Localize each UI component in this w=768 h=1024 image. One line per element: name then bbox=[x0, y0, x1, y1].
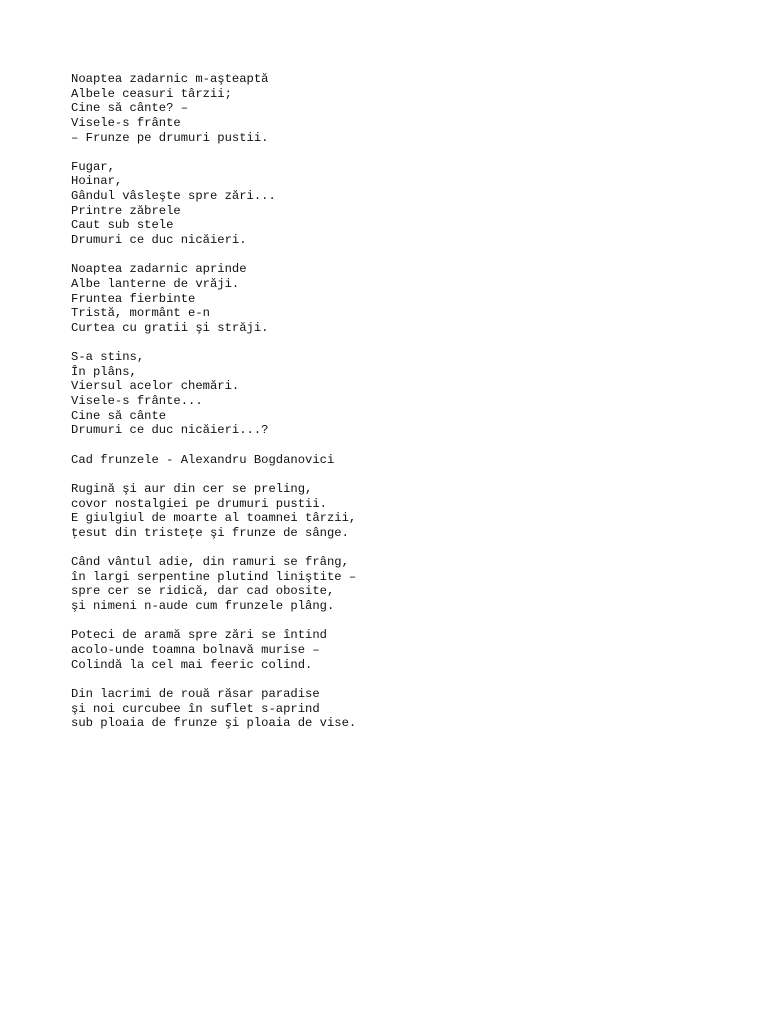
poem-line: Cine să cânte? – bbox=[71, 101, 189, 116]
poem1-stanza-1 bbox=[71, 72, 731, 145]
poem-line: Printre zăbrele bbox=[71, 203, 181, 218]
poem-line: Rugină şi aur din cer se preling, bbox=[71, 481, 313, 496]
poem-line: Hoinar, bbox=[71, 174, 123, 189]
poem-line: E giulgiul de moarte al toamnei târzii, bbox=[71, 511, 357, 526]
poem-title-line: Cad frunzele - Alexandru Bogdanovici bbox=[71, 452, 335, 467]
poem1-stanza-4 bbox=[71, 350, 731, 438]
poem-line: Din lacrimi de rouă răsar paradise bbox=[71, 686, 320, 701]
poem-line: Drumuri ce duc nicăieri. bbox=[71, 233, 247, 248]
poem2-title bbox=[71, 453, 731, 468]
poem-line: Poteci de aramă spre zări se întind bbox=[71, 628, 327, 643]
poem-line: spre cer se ridică, dar cad obosite, bbox=[71, 584, 335, 599]
poem-line: Drumuri ce duc nicăieri...? bbox=[71, 423, 269, 438]
poem-line: Gândul vâsleşte spre zări... bbox=[71, 189, 276, 204]
poem-line: covor nostalgiei pe drumuri pustii. bbox=[71, 496, 327, 511]
poem-line: Noaptea zadarnic aprinde bbox=[71, 262, 247, 277]
poem1-stanza-3 bbox=[71, 262, 731, 335]
poem-line: în largi serpentine plutind liniştite – bbox=[71, 569, 357, 584]
poem-line: Fugar, bbox=[71, 159, 115, 174]
poem-line: şi noi curcubee în suflet s-aprind bbox=[71, 701, 320, 716]
poem-line: Visele-s frânte... bbox=[71, 394, 203, 409]
poem-line: – Frunze pe drumuri pustii. bbox=[71, 130, 269, 145]
poem-line: Albele ceasuri târzii; bbox=[71, 86, 232, 101]
poem-line: ţesut din tristeţe şi frunze de sânge. bbox=[71, 525, 349, 540]
poem-line: acolo-unde toamna bolnavă murise – bbox=[71, 642, 320, 657]
poem-line: sub ploaia de frunze şi ploaia de vise. bbox=[71, 716, 357, 731]
poem-line: Albe lanterne de vrăji. bbox=[71, 276, 240, 291]
poem-text bbox=[71, 72, 731, 745]
poem-line: Când vântul adie, din ramuri se frâng, bbox=[71, 555, 349, 570]
poem-line: Tristă, mormânt e-n bbox=[71, 306, 210, 321]
poem-line: Cine să cânte bbox=[71, 408, 167, 423]
poem1-stanza-2 bbox=[71, 160, 731, 248]
poem-line: Viersul acelor chemări. bbox=[71, 379, 240, 394]
poem2-stanza-4 bbox=[71, 687, 731, 731]
poem-line: Fruntea fierbinte bbox=[71, 291, 196, 306]
poem-line: Colindă la cel mai feeric colind. bbox=[71, 657, 313, 672]
poem2-stanza-3 bbox=[71, 628, 731, 672]
poem-line: Noaptea zadarnic m-aşteaptă bbox=[71, 72, 269, 86]
poem-line: S-a stins, bbox=[71, 350, 145, 365]
poem2-stanza-1 bbox=[71, 482, 731, 541]
poem-line: Caut sub stele bbox=[71, 218, 174, 233]
poem2-stanza-2 bbox=[71, 555, 731, 614]
poem-line: În plâns, bbox=[71, 364, 137, 379]
poem-line: Visele-s frânte bbox=[71, 115, 181, 130]
poem-line: şi nimeni n-aude cum frunzele plâng. bbox=[71, 599, 335, 614]
poem-line: Curtea cu gratii şi străji. bbox=[71, 320, 269, 335]
